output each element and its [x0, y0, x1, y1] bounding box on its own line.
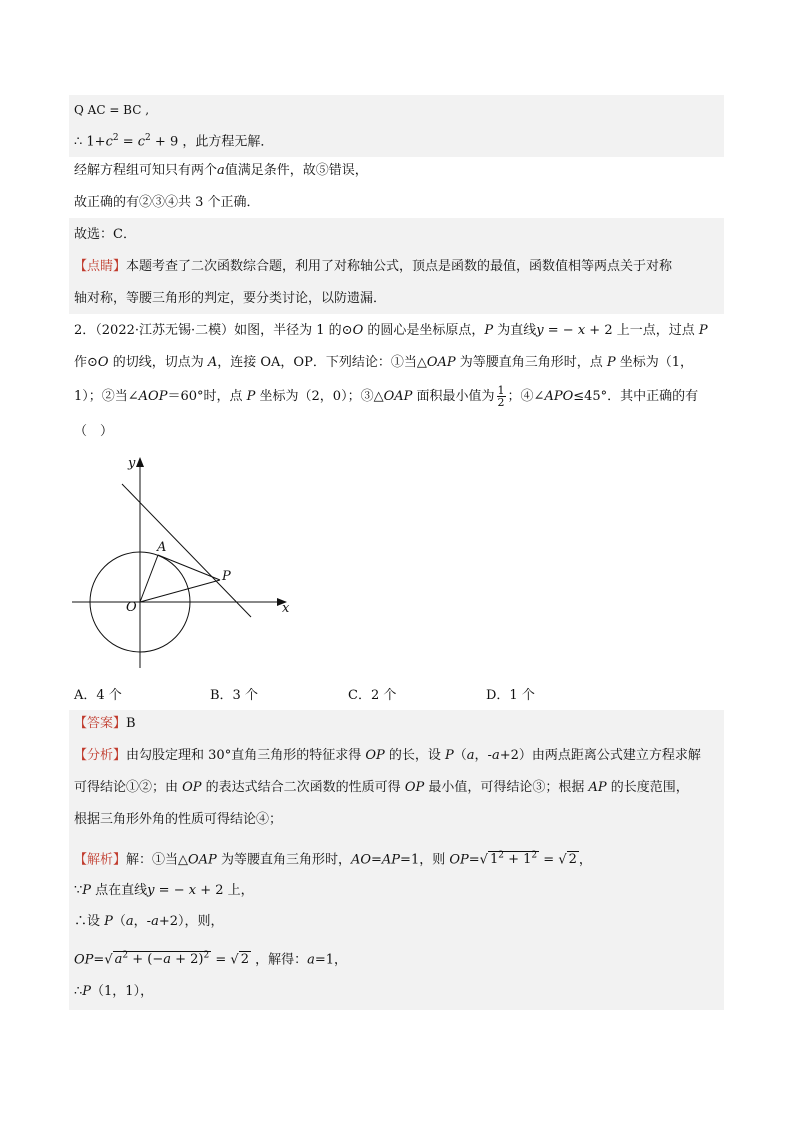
- q-part: ；④∠: [507, 389, 545, 404]
- s-var: P: [104, 914, 113, 929]
- option-a[interactable]: A．4 个: [74, 688, 122, 703]
- s-var: OP: [74, 952, 94, 968]
- answer-value: B: [126, 716, 136, 731]
- s-part: 为等腰直角三角形时，: [216, 852, 351, 868]
- eq-var: c: [137, 134, 146, 150]
- a-var: a: [491, 748, 500, 763]
- q-part: 面积最小值为: [412, 389, 495, 404]
- a-part: （: [453, 748, 467, 763]
- a-var: OP: [182, 780, 202, 795]
- options-row: [74, 684, 634, 704]
- origin-label: O: [126, 600, 137, 615]
- s-part: ，-: [133, 914, 152, 929]
- option-c[interactable]: C．2 个: [348, 688, 397, 703]
- a-var: a: [466, 748, 475, 763]
- q-part: 的圆心是坐标原点，: [363, 323, 485, 338]
- s-exp: 2: [531, 851, 538, 861]
- s-var: AO: [350, 852, 371, 868]
- q-var: OAP: [383, 389, 413, 404]
- analysis-line-2: [74, 778, 689, 798]
- frac-num: 1: [497, 384, 505, 397]
- s-var: P: [82, 984, 92, 999]
- q-part: 2．（2022·江苏无锡·二模）如图，半径为 1 的⊙: [74, 323, 353, 338]
- text-part: 经解方程组可知只有两个: [74, 163, 218, 178]
- s-exp: 2: [498, 851, 504, 861]
- a-part: 的长，设: [384, 748, 445, 763]
- eq-exp: 2: [112, 133, 119, 143]
- sqrt-expr: [488, 851, 539, 867]
- s-var: a: [151, 914, 159, 929]
- q-part: = −: [543, 323, 578, 338]
- comment-tag: 【点睛】: [74, 259, 127, 274]
- s-exp: 2: [122, 951, 129, 961]
- a-var: OP: [365, 748, 385, 763]
- q-var: O: [97, 355, 109, 370]
- sqrt-two: 2: [240, 952, 249, 968]
- s-part: （: [112, 914, 126, 929]
- s-part: （1，1），: [91, 984, 154, 999]
- a-part: ，-: [474, 748, 492, 763]
- q-part: 为等腰直角三角形时，点: [455, 355, 607, 370]
- eq-exp: 2: [145, 133, 151, 143]
- a-part: 根据三角形外角的性质可得结论④；: [74, 812, 283, 827]
- q-var: x: [577, 323, 586, 338]
- a-part: 可得结论①②；由: [74, 780, 183, 795]
- s-part: +2），则，: [158, 914, 224, 929]
- s-var: a: [125, 914, 134, 929]
- s-part: =: [93, 952, 105, 968]
- top-line-1-text: Q AC = BC ,: [74, 103, 150, 117]
- eq-var: c: [105, 134, 113, 150]
- s-var: y: [147, 883, 155, 898]
- s-var: x: [188, 883, 197, 898]
- s-part: + 2): [171, 952, 204, 968]
- solution-line-1: 【解析】解：①当△OAP 为等腰直角三角形时，AO=AP=1，则 OP=√ $1^2 + 1^2$ = √ 2 ，: [74, 851, 592, 868]
- s-part: ∵: [74, 883, 83, 898]
- point-p-label: P: [222, 569, 231, 584]
- y-axis-label: y: [128, 456, 136, 471]
- q-var: P: [606, 355, 616, 370]
- a-part: 的表达式结合二次函数的性质可得: [201, 780, 405, 795]
- q-part: 1）；②当∠: [74, 389, 139, 404]
- s-part: 点在直线: [91, 883, 148, 898]
- line-y-neg-x-plus-2: [122, 484, 251, 617]
- answer-tag: 【答案】: [74, 716, 127, 731]
- text-part: 本题考查了二次函数综合题，利用了对称轴公式，顶点是函数的最值，函数值相等两点关于对称: [126, 259, 673, 274]
- q-var: APO: [544, 389, 574, 404]
- q-var: OAP: [426, 355, 456, 370]
- q-part: ＝60°时，点: [167, 389, 247, 404]
- s-part: + (−: [128, 952, 164, 968]
- q-var: y: [536, 323, 544, 338]
- analysis-line-3: [74, 810, 282, 830]
- s-part: =: [468, 852, 480, 868]
- s-var: P: [82, 883, 92, 898]
- segment-oa: [140, 555, 158, 602]
- q-var: P: [484, 323, 494, 338]
- s-part: = −: [154, 883, 189, 898]
- s-part: =: [211, 952, 231, 968]
- s-part: =1，: [314, 952, 348, 968]
- point-a-label: A: [157, 540, 167, 555]
- analysis-line-1: [74, 746, 701, 766]
- s-part: ∴设: [74, 914, 105, 929]
- q-part: ≤45°．其中正确的有: [573, 389, 699, 404]
- s-part: ，: [578, 852, 592, 868]
- segment-ap: [158, 555, 220, 580]
- q-part: 作⊙: [74, 355, 98, 370]
- a-part: 最小值，可得结论③；根据: [424, 780, 589, 795]
- solution-line-3: [74, 912, 224, 932]
- text-part: 值满足条件，故⑤错误，: [224, 163, 368, 178]
- answer-line: [74, 714, 136, 734]
- s-part: + 2 上，: [196, 883, 254, 898]
- s-var: OAP: [188, 852, 217, 868]
- a-part: 的长度范围，: [606, 780, 689, 795]
- q-bracket: （ ）: [74, 424, 114, 439]
- q-var: O: [352, 323, 364, 338]
- s-var: OP: [449, 852, 469, 868]
- option-d[interactable]: D．1 个: [486, 688, 535, 703]
- s-var: AP: [381, 852, 401, 868]
- text-part: 故正确的有②③④共 3 个正确．: [74, 195, 260, 210]
- text-part: 轴对称，等腰三角形的判定，要分类讨论，以防遗漏．: [74, 291, 387, 306]
- solution-tag: 【解析】: [74, 852, 127, 868]
- text-part: 故选：C．: [74, 227, 136, 242]
- s-exp: 2: [203, 951, 210, 961]
- sqrt-expr: [113, 951, 212, 967]
- q-part: 坐标为（1，: [615, 355, 694, 370]
- q-part: ，连接 OA，OP．下列结论：①当△: [217, 355, 427, 370]
- eq-part: ∴ 1+: [74, 134, 106, 150]
- q-var: P: [246, 389, 256, 404]
- analysis-tag: 【分析】: [74, 748, 127, 763]
- s-part: 1: [489, 852, 499, 868]
- eq-part: =: [118, 134, 138, 150]
- segment-op: [140, 580, 220, 602]
- x-axis-label: x: [282, 601, 290, 616]
- s-var: a: [307, 952, 315, 968]
- solution-line-2: [74, 881, 254, 901]
- q-var: AOP: [138, 389, 168, 404]
- s-part: =1，则: [400, 852, 450, 868]
- s-part: + 1: [503, 852, 532, 868]
- q-var: A: [207, 355, 218, 370]
- q-var: P: [698, 323, 708, 338]
- s-var: a: [163, 952, 171, 968]
- q-part: 为直线: [493, 323, 537, 338]
- option-b[interactable]: B．3 个: [210, 688, 258, 703]
- q-part: 坐标为（2，0）；③△: [255, 389, 384, 404]
- sqrt-two: 2: [568, 852, 577, 868]
- solution-line-4: OP=√ $a^2 + (-a + 2)^2$ = √ 2 ，解得：a=1，: [74, 951, 348, 968]
- a-var: OP: [404, 780, 425, 795]
- var: a: [217, 163, 225, 178]
- q-part: + 2 上一点，过点: [585, 323, 699, 338]
- s-var: a: [114, 952, 123, 968]
- eq-part: + 9 ，此方程无解．: [150, 134, 274, 150]
- solution-line-5: [74, 982, 153, 1002]
- a-part: 由勾股定理和 30°直角三角形的特征求得: [126, 748, 366, 763]
- frac-den: 2: [497, 396, 505, 409]
- a-part: +2）由两点距离公式建立方程求解: [499, 748, 701, 763]
- a-var: AP: [588, 780, 607, 795]
- a-var: P: [445, 748, 454, 763]
- q-part: 的切线，切点为: [108, 355, 208, 370]
- s-part: =: [539, 852, 559, 868]
- s-part: ∴: [74, 984, 83, 999]
- s-part: ，解得：: [250, 952, 308, 968]
- s-part: =: [371, 852, 382, 868]
- s-part: 解：①当△: [126, 852, 189, 868]
